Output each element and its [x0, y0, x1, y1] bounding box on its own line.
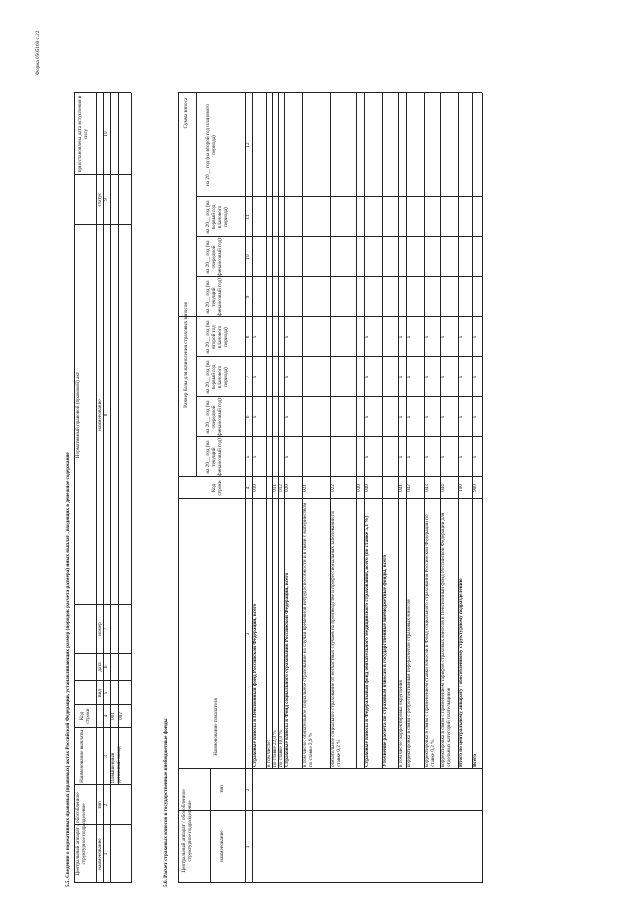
col-num: 9	[103, 198, 109, 201]
indicator-label: корректировка в связи с применением ставки взносов в Фонд социального страхования Российской Федерации по ставке 0,2 %	[424, 514, 436, 767]
row-code: 030	[356, 484, 362, 492]
na-mark: x	[364, 415, 370, 419]
row-code: 012	[278, 484, 284, 492]
na-mark: x	[284, 415, 290, 419]
indicator-label: Итого по центральному аппарату / обособленному структурному подразделению	[458, 578, 464, 767]
na-mark: x	[284, 335, 290, 339]
na-mark: x	[252, 335, 258, 339]
col-num: 6	[245, 415, 251, 419]
h56-period: на 20__ год (на очередной финансовый год)	[205, 238, 223, 276]
h55-act-name: наименование	[97, 399, 103, 431]
row-code: 043	[424, 484, 430, 492]
section-5-6-title: 5.6. Расчет страховых взносов в государственные внебюджетные фонды	[163, 718, 169, 887]
na-mark: x	[440, 415, 446, 419]
indicator-label: Страховые взносы в Федеральный фонд обязательного медицинского страхования, всего (по ставке 5,1 %)	[364, 515, 370, 767]
col-num: 6	[103, 665, 109, 669]
indicator-label: корректировка в связи с применением тарифов страховых взносов в Пенсионный фонд Российской Федерации для отдельных категорий плательщиков	[440, 512, 452, 767]
na-mark: x	[398, 415, 404, 419]
na-mark: x	[472, 335, 478, 339]
indicator-label: Страховые взносы в Пенсионный фонд Российской Федерации, всего	[252, 603, 258, 767]
row-code: 011	[272, 484, 278, 492]
col-num: 5	[245, 455, 251, 459]
col-num: 12	[245, 142, 251, 148]
indicator-label: в том числе:	[266, 739, 272, 767]
h55-pay: Наименование выплаты	[79, 730, 85, 783]
h55-kind: вид	[97, 689, 103, 697]
col-num: 10	[103, 131, 109, 137]
row-code: 001	[110, 712, 116, 720]
h56-name: наименование	[219, 830, 225, 862]
col-num: 2	[245, 788, 251, 792]
col-num: 11	[245, 214, 251, 220]
col-num: 9	[245, 295, 251, 299]
col-num: 7	[103, 627, 109, 631]
indicator-label: по ставке 10,0 %	[278, 730, 284, 767]
na-mark: x	[440, 375, 446, 379]
indicator-label: в том числе: корректировка округления	[398, 680, 404, 767]
h55-number: номер	[97, 622, 103, 636]
row-code: 042	[406, 484, 412, 492]
h56-indicator: Наименование показателя	[213, 698, 219, 756]
na-mark: x	[406, 375, 412, 379]
indicator-label: в том числе: обязательное социальное страхование на случай временной нетрудоспособности и в связи с материнством по ставке 2,9 %	[302, 502, 314, 767]
na-mark: x	[364, 455, 370, 459]
col-num: 5	[103, 691, 109, 695]
na-mark: x	[398, 455, 404, 459]
na-mark: x	[424, 375, 430, 379]
row-code: 044	[440, 484, 446, 492]
h55-status: статус	[97, 192, 103, 207]
h56-period: на 20__ год (на первый год планового периода)	[205, 360, 229, 394]
row-code: 021	[302, 484, 308, 492]
col-num: 10	[245, 254, 251, 260]
row-increased-salary: Повышенный денежный оклад	[110, 746, 122, 783]
row-code: 900	[472, 484, 478, 492]
h55-type: тип	[97, 801, 103, 809]
h56-type: тип	[219, 785, 225, 793]
col-num: 1	[245, 845, 251, 849]
na-mark: x	[364, 375, 370, 379]
na-mark: x	[440, 455, 446, 459]
na-mark: x	[424, 335, 430, 339]
col-num: 1	[103, 852, 109, 856]
h55-name: наименование	[97, 838, 103, 870]
h56-period: на 20__ год (на текущий финансовый год)	[205, 438, 223, 476]
h55-code: Код строки	[79, 708, 91, 724]
col-num: 4	[103, 714, 109, 718]
indicator-label: Страховые взносы в Фонд социального страхования Российской Федерации, всего	[284, 572, 290, 767]
na-mark: x	[406, 455, 412, 459]
na-mark: x	[472, 455, 478, 459]
h56-period: на 20__ год (на текущий финансовый год)	[205, 278, 223, 316]
indicator-label: обязательное социальное страхование от несчастных случаев на производстве и профессиональных заболеваний по ставке 0,2 %	[330, 510, 342, 767]
na-mark: x	[424, 455, 430, 459]
na-mark: x	[284, 375, 290, 379]
na-mark: x	[458, 455, 464, 459]
h55-org: Центральный аппарат / обособленное структурное подразделение	[75, 792, 87, 876]
row-code: 041	[398, 484, 404, 492]
h56-sum: Сумма взноса	[183, 97, 189, 129]
indicator-label: Уточнение расчета по страховым взносам в государственные внебюджетные фонды, всего	[382, 554, 388, 767]
h56-org: Центральный аппарат / обособленное структурное подразделение	[181, 789, 193, 873]
na-mark: x	[472, 415, 478, 419]
h56-period: на 20__ год (на второй год планового периода)	[205, 104, 217, 186]
h56-period: на 20__ год (на первый год планового периода)	[205, 200, 229, 234]
col-num: 8	[245, 335, 251, 339]
na-mark: x	[398, 375, 404, 379]
na-mark: x	[440, 335, 446, 339]
h55-act: Нормативный правовой (правовой) акт	[75, 371, 81, 459]
indicator-label: Всего	[472, 754, 478, 767]
col-num: 2	[103, 803, 109, 807]
h56-base: Размер базы для начисления страховых взносов	[183, 302, 189, 408]
col-num: 4	[245, 486, 251, 490]
row-code: 020	[284, 484, 290, 492]
col-num: 7	[245, 375, 251, 379]
na-mark: x	[252, 455, 258, 459]
col-num: 3	[245, 632, 251, 636]
na-mark: x	[424, 415, 430, 419]
row-code: 010	[252, 484, 258, 492]
na-mark: x	[406, 415, 412, 419]
row-code: 100	[458, 484, 464, 492]
na-mark: x	[458, 415, 464, 419]
na-mark: x	[458, 375, 464, 379]
row-code: 022	[330, 484, 336, 492]
h56-period: на 20__ год (на очередной финансовый год)	[205, 398, 223, 436]
row-code: 040	[364, 484, 370, 492]
na-mark: x	[472, 375, 478, 379]
col-num: 8	[103, 413, 109, 417]
na-mark: x	[398, 335, 404, 339]
row-code: 002	[118, 712, 124, 720]
indicator-label: корректировка в связи с ретроспективным перерасчётом страховых взносов	[406, 599, 412, 767]
h56-code: Код строки	[211, 480, 223, 496]
na-mark: x	[406, 335, 412, 339]
section-5-5-title: 5.5. Сведения о нормативных правовых (правовых) актах Российской Федерации, устанавливающих размер (порядок расчета размера) иных выплат , входящих в денежное содержание	[65, 452, 71, 887]
na-mark: x	[252, 375, 258, 379]
h55-suspend: приостановлена дата вступления в силу	[77, 95, 89, 173]
col-num: 3	[103, 755, 109, 758]
na-mark: x	[364, 335, 370, 339]
na-mark: x	[252, 415, 258, 419]
na-mark: x	[284, 455, 290, 459]
na-mark: x	[458, 335, 464, 339]
form-number: Форма 0505169 с.22	[35, 30, 41, 75]
h56-period: на 20__ год (на второй год планового периода)	[205, 320, 229, 354]
indicator-label: по ставке 22,0 %	[272, 730, 278, 767]
h55-date: дата	[97, 662, 103, 672]
